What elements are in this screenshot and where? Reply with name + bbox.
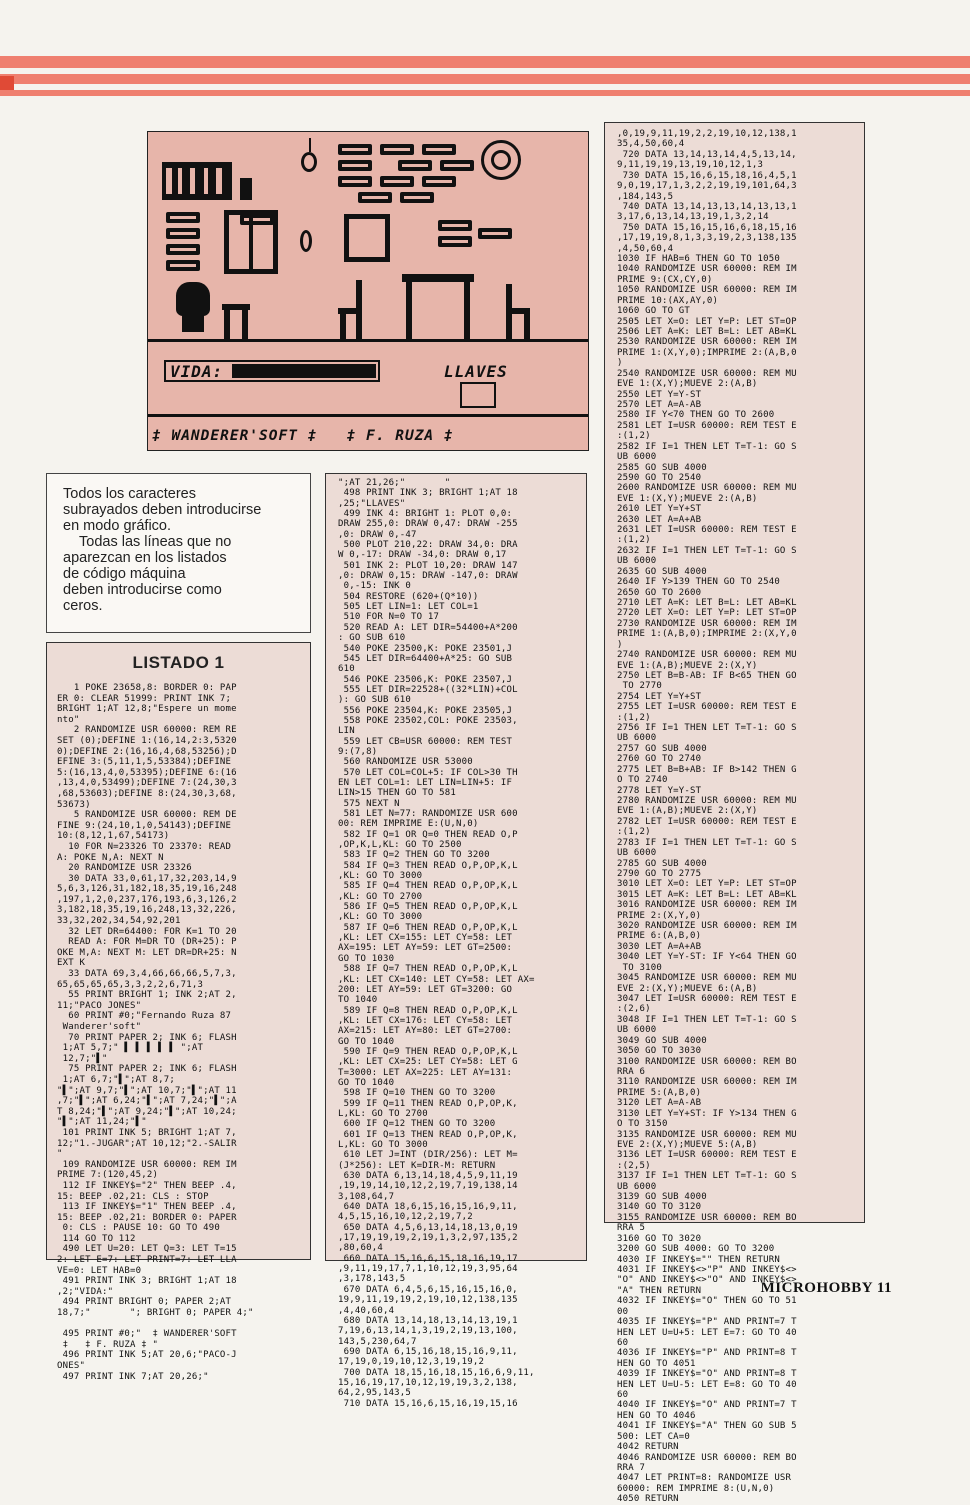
brick [400, 192, 434, 203]
brick [478, 228, 512, 239]
brick [438, 236, 472, 247]
plant-icon [176, 282, 210, 316]
listing-code: ";AT 21,26;" " 498 PRINT INK 3; BRIGHT 1;AT 18 ,25;"LLAVES" 499 INK 4: BRIGHT 1: PLOT 0,0: DRAW 255,0: DRAW 0,47: DRAW -255 ,0: DRAW 0,-47 500 PLOT 210,22: DRAW 34,0: DRA W 0,-17: DRAW -34,0: DRAW 0,17 501 INK 2: PLOT 10,20: DRAW 147 ,0: DRAW 0,15: DRAW -147,0: DRAW 0,-15: INK 0 504 RESTORE (620+(Q*10)) 505 LET LIN=1: LET COL=1 510 FOR N=0 TO 17 520 READ A: LET DIR=54400+A*200 : GO SUB 610 540 POKE 23500,K: POKE 23501,J 545 LET DIR=64400+A*25: GO SUB 610 546 POKE 23506,K: POKE 23507,J 555 LET DIR=22528+((32*LIN)+COL ): GO SUB 610 556 POKE 23504,K: POKE 23505,J 558 POKE 23502,COL: POKE 23503, LIN 559 LET CB=USR 60000: REM TEST 9:(7,8) 560 RANDOMIZE USR 53000 570 LET COL=COL+5: IF COL>30 TH EN LET COL=1: LET LIN=LIN+5: IF LIN>15 THEN GO TO 581 575 NEXT N 581 LET N=77: RANDOMIZE USR 600 00: REM IMPRIME E:(U,N,0) 582 IF Q=1 OR Q=0 THEN READ O,P ,OP,K,L,KL: GO TO 2500 583 IF Q=2 THEN GO TO 3200 584 IF Q=3 THEN READ O,P,OP,K,L ,KL: GO TO 3000 585 IF Q=4 THEN READ O,P,OP,K,L ,KL: GO TO 2700 586 IF Q=5 THEN READ O,P,OP,K,L ,KL: GO TO 3000 587 IF Q=6 THEN READ O,P,OP,K,L ,KL: LET CX=155: LET CY=58: LET AX=195: LET AY=59: LET GT=2500: GO TO 1030 588 IF Q=7 THEN READ O,P,OP,K,L ,KL: LET CX=140: LET CY=58: LET AX= 200: LET AY=59: LET GT=3200: GO TO 1040 589 IF Q=8 THEN READ O,P,OP,K,L ,KL: LET CX=176: LET CY=58: LET AX=215: LET AY=80: LET GT=2700: GO TO 1040 590 IF Q=9 THEN READ O,P,OP,K,L ,KL: LET CX=25: LET CY=58: LET G T=3000: LET AX=225: LET AY=131: GO TO 1040 598 IF Q=10 THEN GO TO 3200 599 IF Q=11 THEN READ O,P,OP,K, L,KL: GO TO 2700 600 IF Q=12 THEN GO TO 3200 601 IF Q=13 THEN READ O,P,OP,K, L,KL: GO TO 3000 610 LET J=INT (DIR/256): LET M= (J*256): LET K=DIR-M: RETURN 630 DATA 6,13,14,18,4,5,9,11,19 ,19,19,14,10,12,2,19,7,19,138,14 3,108,64,7 640 DATA 18,6,15,16,15,16,9,11, 4,5,15,16,10,12,2,19,7,2 650 DATA 4,5,6,13,14,18,13,0,19 ,17,19,19,19,2,19,1,3,2,97,135,2 ,80,60,4 660 DATA 15,16,6,15,18,16,19,17 ,9,11,19,17,7,1,10,12,19,3,95,64 ,3,178,143,5 670 DATA 6,4,5,6,15,16,15,16,0, 19,9,11,19,19,2,19,10,12,138,135 ,4,40,60,4 680 DATA 13,14,18,13,14,13,19,1 7,19,6,13,14,1,3,19,2,19,13,100, 143,5,230,64,7 690 DATA 6,15,16,18,15,16,9,11, 17,19,0,19,10,12,3,19,19,2 700 DATA 18,15,16,18,15,16,6,9,11, 15,16,19,17,10,12,19,19,3,2,138, 64,2,95,143,5 710 DATA 15,16,6,15,16,19,15,16 [338, 478, 535, 1409]
listing-column-1 [46, 642, 311, 1382]
table-leg [406, 282, 412, 340]
listing-column-2 [325, 473, 587, 1409]
plant-pot [182, 314, 204, 332]
page-footer: MICROHOBBY 11 [760, 1280, 892, 1296]
shelf-pot [240, 178, 252, 200]
stool-leg [224, 310, 230, 340]
chair-leg [524, 314, 530, 340]
lamp-cord [309, 138, 311, 152]
brick [358, 192, 392, 203]
brick [338, 176, 372, 187]
llaves-label: LLAVES [444, 362, 508, 381]
brick [422, 144, 456, 155]
header-band-2 [0, 74, 970, 84]
brick [398, 160, 432, 171]
brick [438, 220, 472, 231]
note-line: de código máquina [63, 566, 186, 582]
key-icon [300, 230, 312, 252]
note-line: Todas las líneas que no [79, 534, 232, 550]
game-screenshot [147, 131, 589, 451]
brick [380, 176, 414, 187]
book-gap [190, 168, 195, 194]
brick [166, 212, 200, 223]
stool-leg [242, 310, 248, 340]
chair-leg [340, 314, 346, 340]
spider-web-inner [491, 150, 511, 170]
keys-box [460, 382, 496, 408]
book-gap [166, 168, 172, 194]
header-band-3 [0, 90, 970, 96]
brick [338, 160, 372, 171]
book-gap [204, 168, 208, 194]
header-band-1 [0, 56, 970, 68]
note-line: subrayados deben introducirse [63, 502, 262, 518]
window-divider [249, 210, 253, 274]
note-line: ceros. [63, 598, 103, 614]
vida-label: VIDA: [170, 362, 224, 381]
brick [166, 228, 200, 239]
table-top [402, 274, 474, 282]
brick [440, 160, 474, 171]
listing-title: LISTADO 1 [132, 653, 225, 672]
brick [422, 176, 456, 187]
header-side-strip [0, 76, 14, 90]
brick [338, 144, 372, 155]
brick [166, 244, 200, 255]
book-gap [216, 168, 222, 194]
listing-code: ,0,19,9,11,19,2,2,19,10,12,138,1 35,4,50,60,4 720 DATA 13,14,13,14,4,5,13,14, 9,11,19,19,13,19,10,12,1,3 730 DATA 15,16,6,15,18,16,4,5,1 9,0,19,17,1,3,2,2,19,19,101,64,3 ,184,143,5 740 DATA 13,14,13,13,14,13,13,1 3,17,6,13,14,13,19,1,3,2,14 750 DATA 15,16,15,16,6,18,15,16 ,17,19,19,8,1,3,3,19,2,3,138,135 ,4,50,60,4 1030 IF HAB=6 THEN GO TO 1050 1040 RANDOMIZE USR 60000: REM IM PRIME 9:(CX,CY,0) 1050 RANDOMIZE USR 60000: REM IM PRIME 10:(AX,AY,0) 1060 GO TO GT 2505 LET X=O: LET Y=P: LET ST=OP 2506 LET A=K: LET B=L: LET AB=KL 2530 RANDOMIZE USR 60000: REM IM PRIME 1:(X,Y,0);IMPRIME 2:(A,B,0 ) 2540 RANDOMIZE USR 60000: REM MU EVE 1:(X,Y);MUEVE 2:(A,B) 2550 LET Y=Y-ST 2570 LET A=A-AB 2580 IF Y<70 THEN GO TO 2600 2581 LET I=USR 60000: REM TEST E :(1,2) 2582 IF I=1 THEN LET T=T-1: GO S UB 6000 2585 GO SUB 4000 2590 GO TO 2540 2600 RANDOMIZE USR 60000: REM MU EVE 1:(X,Y);MUEVE 2:(A,B) 2610 LET Y=Y+ST 2630 LET A=A+AB 2631 LET I=USR 60000: REM TEST E :(1,2) 2632 IF I=1 THEN LET T=T-1: GO S UB 6000 2635 GO SUB 4000 2640 IF Y>139 THEN GO TO 2540 2650 GO TO 2600 2710 LET A=K: LET B=L: LET AB=KL 2720 LET X=O: LET Y=P: LET ST=OP 2730 RANDOMIZE USR 60000: REM IM PRIME 1:(A,B,0);IMPRIME 2:(X,Y,0 ) 2740 RANDOMIZE USR 60000: REM MU EVE 1:(A,B);MUEVE 2:(X,Y) 2750 LET B=B-AB: IF B<65 THEN GO TO 2770 2754 LET Y=Y+ST 2755 LET I=USR 60000: REM TEST E :(1,2) 2756 IF I=1 THEN LET T=T-1: GO S UB 6000 2757 GO SUB 4000 2760 GO TO 2740 2775 LET B=B+AB: IF B>142 THEN G O TO 2740 2778 LET Y=Y-ST 2780 RANDOMIZE USR 60000: REM MU EVE 1:(A,B);MUEVE 2:(X,Y) 2782 LET I=USR 60000: REM TEST E :(1,2) 2783 IF I=1 THEN LET T=T-1: GO S UB 6000 2785 GO SUB 4000 2790 GO TO 2775 3010 LET X=O: LET Y=P: LET ST=OP 3015 LET A=K: LET B=L: LET AB=KL 3016 RANDOMIZE USR 60000: REM IM PRIME 2:(X,Y,0) 3020 RANDOMIZE USR 60000: REM IM PRIME 6:(A,B,0) 3030 LET A=A+AB 3040 LET Y=Y-ST: IF Y<64 THEN GO TO 3100 3045 RANDOMIZE USR 60000: REM MU EVE 2:(X,Y);MUEVE 6:(A,B) 3047 LET I=USR 60000: REM TEST E :(2,6) 3048 IF I=1 THEN LET T=T-1: GO S UB 6000 3049 GO SUB 4000 3050 GO TO 3030 3100 RANDOMIZE USR 60000: REM BO RRA 6 3110 RANDOMIZE USR 60000: REM IM PRIME 5:(A,B,0) 3120 LET A=A-AB 3130 LET Y=Y+ST: IF Y>134 THEN G O TO 3150 3135 RANDOMIZE USR 60000: REM MU EVE 2:(X,Y);MUEVE 5:(A,B) 3136 LET I=USR 60000: REM TEST E :(2,5) 3137 IF I=1 THEN LET T=T-1: GO S UB 6000 3139 GO SUB 4000 3140 GO TO 3120 3155 RANDOMIZE USR 60000: REM BO RRA 5 3160 GO TO 3020 3200 GO SUB 4000: GO TO 3200 4030 IF INKEY$="" THEN RETURN 4031 IF INKEY$<>"P" AND INKEY$<> "O" AND INKEY$<>"O" AND INKEY$<> "A" THEN RETURN 4032 IF INKEY$="O" THEN GO TO 51 00 4035 IF INKEY$="P" AND PRINT=7 T HEN LET U=U+5: LET E=7: GO TO 40 60 4036 IF INKEY$="P" AND PRINT=8 T HEN GO TO 4051 4039 IF INKEY$="O" AND PRINT=8 T HEN LET U=U-5: LET E=8: GO TO 40 60 4040 IF INKEY$="O" AND PRINT=7 T HEN GO TO 4046 4041 IF INKEY$="A" THEN GO SUB 5 500: LET CA=0 4042 RETURN 4046 RANDOMIZE USR 60000: REM BO RRA 7 4047 LET PRINT=8: RANDOMIZE USR 60000: REM IMPRIME 8:(U,N,0) 4050 RETURN [617, 129, 797, 1505]
book-gap [178, 168, 182, 194]
note-line: Todos los caracteres [63, 486, 196, 502]
note-line: deben introducirse como [63, 582, 222, 598]
credits-text: ‡ WANDERER'SOFT ‡ ‡ F. RUZA ‡ [152, 428, 454, 444]
note-line: aparezcan en los listados [63, 550, 227, 566]
vida-bar [232, 364, 376, 378]
brick [166, 260, 200, 271]
table-leg [464, 282, 470, 340]
light-bulb-icon [301, 152, 317, 172]
brick [380, 144, 414, 155]
listing-code: 1 POKE 23658,8: BORDER 0: PAP ER 0: CLEAR 51999: PRINT INK 7; BRIGHT 1;AT 12,8;"Espere un mome nto" 2 RANDOMIZE USR 60000: REM RE SET (0);DEFINE 1:(16,14,2:3,5320 0);DEFINE 2:(16,16,4,68,53256);D EFINE 3:(5,11,1,5,53384);DEFINE 5:(16,13,4,0,53395);DEFINE 6:(16 ,13,4,0,53499);DEFINE 7:(24,30,3 ,68,53603);DEFINE 8:(24,30,3,68, 53673) 5 RANDOMIZE USR 60000: REM DE FINE 9:(24,10,1,0,54143);DEFINE 10:(8,12,1,67,54173) 10 FOR N=23326 TO 23370: READ A: POKE N,A: NEXT N 20 RANDOMIZE USR 23326 30 DATA 33,0,61,17,32,203,14,9 5,6,3,126,31,182,18,35,19,16,248 ,197,1,2,0,237,176,193,6,3,126,2 3,182,18,35,19,16,248,13,32,226, 33,32,202,34,54,92,201 32 LET DR=64400: FOR K=1 TO 20 READ A: FOR M=DR TO (DR+25): P OKE M,A: NEXT M: LET DR=DR+25: N EXT K 33 DATA 69,3,4,66,66,66,5,7,3, 65,65,65,65,3,3,2,2,6,71,3 55 PRINT BRIGHT 1; INK 2;AT 2, 11;"PACO JONES" 60 PRINT #0;"Fernando Ruza 87 Wanderer'soft" 70 PRINT PAPER 2; INK 6; FLASH 1;AT 5,7;" ▌ ▌ ▌ ▌ ▌ ";AT 12,7;"▌" 75 PRINT PAPER 2; INK 6; FLASH 1;AT 6,7;"▌";AT 8,7; "▌";AT 9,7;"▌";AT 10,7;"▌";AT 11 ,7;"▌";AT 6,24;"▌";AT 7,24;"▌";A T 8,24;"▌";AT 9,24;"▌";AT 10,24; "▌";AT 11,24;"▌" 101 PRINT INK 5; BRIGHT 1;AT 7, 12;"1.-JUGAR";AT 10,12;"2.-SALIR " 109 RANDOMIZE USR 60000: REM IM PRIME 7:(120,45,2) 112 IF INKEY$="2" THEN BEEP .4, 15: BEEP .02,21: CLS : STOP 113 IF INKEY$="1" THEN BEEP .4, 15: BEEP .02,21: BORDER 0: PAPER 0: CLS : PAUSE 10: GO TO 490 114 GO TO 112 490 LET U=20: LET Q=3: LET T=15 2: LET E=7: LET PRINT=7: LET LLA VE=0: LET HAB=0 491 PRINT INK 3; BRIGHT 1;AT 18 ,2;"VIDA:" 494 PRINT BRIGHT 0; PAPER 2;AT 18,7;" "; BRIGHT 0; PAPER 4;" 495 PRINT #0;" ‡ WANDERER'SOFT ‡ ‡ F. RUZA ‡ " 496 PRINT INK 5;AT 20,6;"PACO-J ONES" 497 PRINT INK 7;AT 20,26;" [57, 683, 254, 1382]
hud-frame-top [148, 339, 588, 342]
note-line: en modo gráfico. [63, 518, 172, 534]
wall-picture-icon [344, 214, 390, 262]
note-box [46, 473, 311, 633]
hud-frame-bottom [148, 414, 588, 417]
